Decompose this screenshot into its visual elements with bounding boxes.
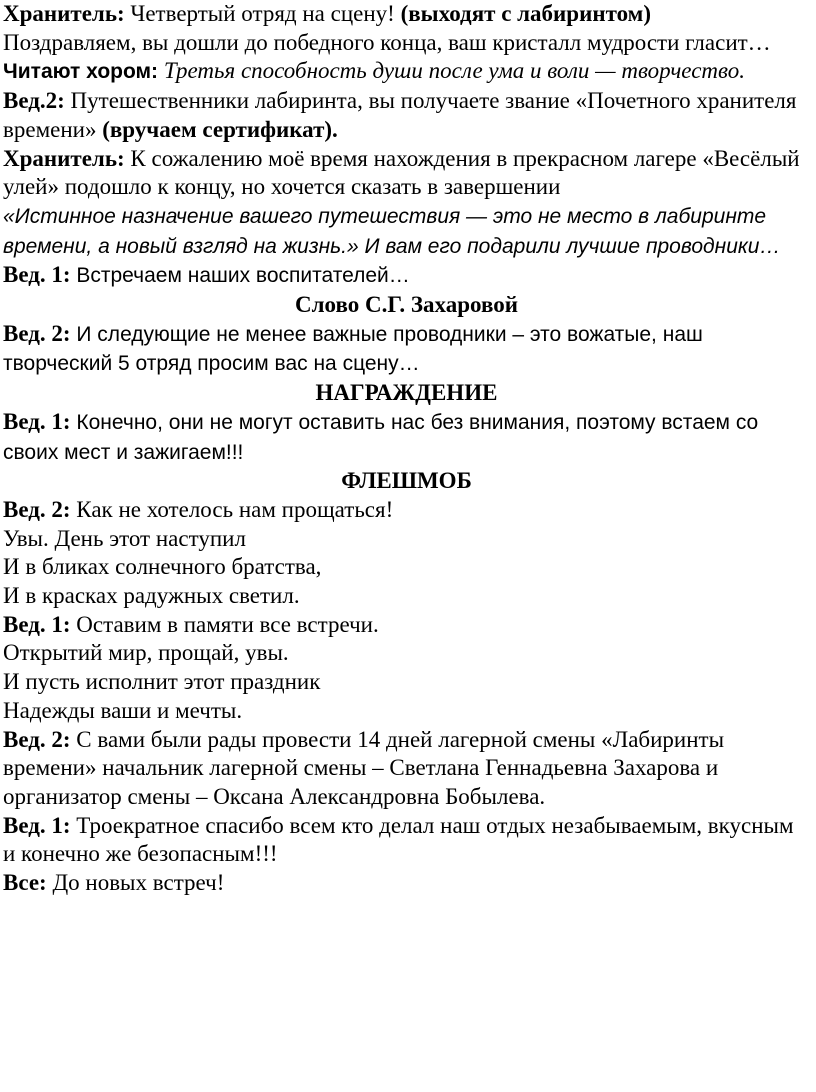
line-text: И следующие не менее важные проводники – это вожатые, наш творческий 5 отряд просим вас на сцену… [3,322,703,376]
poem-line: Надежды ваши и мечты. [3,697,243,723]
speaker-label: Хранитель: [3,145,125,171]
line-text: Оставим в памяти все встречи. [70,611,379,637]
line-text: Конечно, они не могут оставить нас без внимания, поэтому встаем со своих мест и зажигаем!!! [3,410,759,464]
poem-line: И пусть исполнит этот праздник [3,669,321,695]
paragraph-host2-thanks [3,726,810,812]
line-text: Третья способность души после ума и воли — творчество. [158,58,745,84]
poem-line: И в бликах солнечного братства, [3,554,322,580]
paragraph-host1-thanks [3,812,810,869]
line-text: С вами были рады провести 14 дней лагерной смены «Лабиринты времени» начальник лагерной смены – Светлана Геннадьевна Захарова и организатор смены – Оксана Александровна Бобылева. [3,726,725,809]
paragraph-host1-teachers [3,261,810,291]
poem-line: Увы. День этот наступил [3,525,246,551]
line-text: К сожалению моё время нахождения в прекрасном лагере «Весёлый улей» подошло к концу, но хочется сказать в завершении [3,145,800,200]
line-text: Как не хотелось нам прощаться! [70,496,394,522]
paragraph-chorus [3,57,810,87]
speaker-label: Вед. 1: [3,262,71,288]
section-heading: НАГРАЖДЕНИЕ [315,380,498,406]
section-heading: Слово С.Г. Захаровой [295,292,518,318]
paragraph-poem-1 [3,496,810,611]
line-text: Четвертый отряд на сцену! [124,1,401,26]
paragraph-all [3,869,810,898]
paragraph-keeper-1 [3,0,810,57]
paragraph-host2-counselors [3,320,810,379]
paragraph-host1-dance [3,408,810,467]
speaker-label: Вед. 1: [3,611,71,637]
speaker-label: Вед. 1: [3,812,71,838]
speaker-label: Вед. 2: [3,726,71,752]
paragraph-poem-2 [3,611,810,726]
stage-direction: (вручаем сертификат). [102,116,338,142]
line-text: Троекратное спасибо всем кто делал наш отдых незабываемым, вкусным и конечно же безопасным!!! [3,812,794,867]
quote-text: «Истинное назначение вашего путешествия — это не место в лабиринте времени, а новый взгляд на жизнь.» И вам его подарили лучшие проводники… [3,204,781,258]
speaker-label: Хранитель: [3,1,125,26]
line-text: Путешественники лабиринта, вы получаете звание «Почетного хранителя времени» [3,88,797,142]
speaker-label: Вед.2: [3,88,65,114]
speaker-label: Вед. 2: [3,496,71,522]
speaker-label: Все: [3,870,47,896]
paragraph-keeper-2 [3,145,810,262]
poem-line: И в красках радужных светил. [3,583,300,609]
section-heading: ФЛЕШМОБ [341,468,472,494]
speaker-label: Читают хором: [3,60,159,84]
paragraph-host2-title [3,87,810,144]
line-text: Встречаем наших воспитателей… [70,264,410,288]
speaker-label: Вед. 2: [3,320,71,346]
speaker-label: Вед. 1: [3,408,71,434]
poem-line: Открытий мир, прощай, увы. [3,640,289,666]
stage-direction: (выходят с лабиринтом) [400,1,651,26]
line-text: До новых встреч! [46,870,225,896]
line-text: Поздравляем, вы дошли до победного конца, ваш кристалл мудрости гласит… [3,29,771,55]
